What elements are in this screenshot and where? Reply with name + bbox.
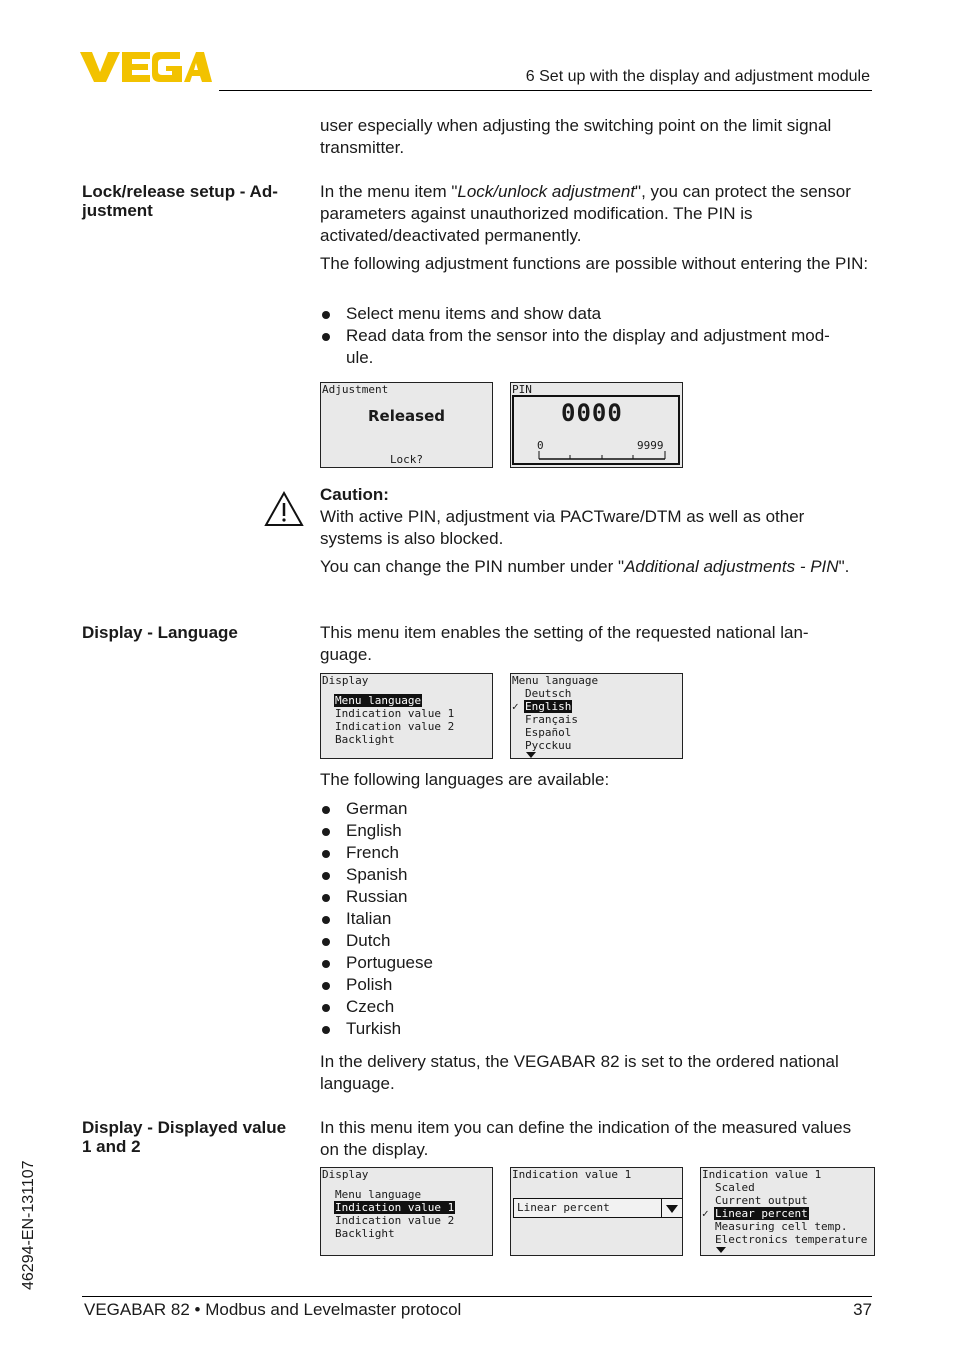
list-item: Turkish: [320, 1018, 870, 1040]
lcd-item: Scaled: [715, 1181, 755, 1194]
chevron-down-icon: [666, 1205, 678, 1213]
lcd-item: Backlight: [335, 1227, 395, 1240]
lcd-adjustment-screen: [320, 382, 493, 468]
lcd-item: Français: [525, 713, 578, 726]
lcd-title: Adjustment: [322, 383, 389, 396]
lock-bullets: [320, 303, 870, 369]
list-item: Italian: [320, 908, 870, 930]
displayed-value-heading: Display - Displayed value 1 and 2: [82, 1118, 287, 1156]
list-item: Polish: [320, 974, 870, 996]
delivery-paragraph: In the delivery status, the VEGABAR 82 is set to the ordered national language.: [320, 1052, 839, 1093]
lcd-pin-screen: [510, 382, 683, 468]
lcd-title: Display: [322, 1168, 369, 1181]
indication-selected-value: Linear percent: [517, 1201, 610, 1214]
check-icon: ✓: [702, 1207, 709, 1220]
lcd-item: Electronics temperature: [715, 1233, 868, 1246]
list-item: Spanish: [320, 864, 870, 886]
document-id: 46294-EN-131107: [20, 1160, 37, 1290]
lcd-item: Indication value 2: [335, 1214, 455, 1227]
scroll-down-icon: [716, 1247, 726, 1253]
indication-select: [513, 1198, 683, 1218]
lcd-item: Indication value 1: [335, 707, 455, 720]
list-item: Read data from the sensor into the display and adjustment mod- ule.: [320, 325, 870, 369]
footer-product: VEGABAR 82 • Modbus and Levelmaster protocol: [84, 1300, 462, 1319]
lcd-title: Indication value 1: [512, 1168, 632, 1181]
available-intro: The following languages are available:: [320, 770, 610, 789]
list-item: English: [320, 820, 870, 842]
language-list: [320, 798, 870, 1040]
lcd-title: Menu language: [512, 674, 599, 687]
page-number: 37: [853, 1300, 872, 1319]
lcd-item: Indication value 2: [335, 720, 455, 733]
language-heading: Display - Language: [82, 623, 238, 642]
list-item: Select menu items and show data: [320, 303, 870, 325]
footer-rule: [82, 1296, 872, 1297]
vega-logo: [80, 50, 212, 84]
pin-scale: [537, 451, 667, 463]
caution-block: Caution: With active PIN, adjustment via PACTware/DTM as well as other systems is also blocked.: [320, 485, 805, 548]
lcd-indication-list: [700, 1167, 875, 1256]
pin-max: 9999: [637, 439, 664, 452]
lcd-item: Measuring cell temp.: [715, 1220, 848, 1233]
list-item: Portuguese: [320, 952, 870, 974]
list-item: Dutch: [320, 930, 870, 952]
change-pin-paragraph: You can change the PIN number under "Additional adjustments - PIN".: [320, 557, 850, 576]
lcd-menu-language: [510, 673, 683, 759]
lcd-item: Current output: [715, 1194, 808, 1207]
list-item: Russian: [320, 886, 870, 908]
language-paragraph: This menu item enables the setting of the requested national lan- guage.: [320, 623, 809, 664]
lcd-item: Español: [525, 726, 572, 739]
lcd-item-selected: Linear percent: [715, 1207, 808, 1220]
check-icon: ✓: [512, 700, 519, 713]
warning-icon: [264, 490, 304, 528]
list-item: Czech: [320, 996, 870, 1018]
scroll-down-icon: [526, 752, 536, 758]
lcd-title: Indication value 1: [702, 1168, 822, 1181]
list-item: German: [320, 798, 870, 820]
displayed-value-paragraph: In this menu item you can define the indication of the measured values on the display.: [320, 1118, 852, 1159]
lcd-indication-value: [510, 1167, 683, 1256]
lcd-title: PIN: [512, 383, 532, 396]
lcd-item: Backlight: [335, 733, 395, 746]
lcd-display-menu: [320, 673, 493, 759]
lcd-item-selected: English: [525, 700, 572, 713]
lcd-item-selected: Menu language: [335, 694, 422, 707]
intro-paragraph: user especially when adjusting the switching point on the limit signal transmitter.: [320, 116, 832, 157]
lock-paragraph-2: The following adjustment functions are possible without entering the PIN:: [320, 254, 869, 273]
lcd-display-menu-2: [320, 1167, 493, 1256]
pin-min: 0: [537, 439, 544, 452]
lcd-footer: Lock?: [389, 453, 424, 466]
lock-paragraph: In the menu item "Lock/unlock adjustment", you can protect the sensor parameters against unauthorized modification. The PIN is activated/deactivated permanently.: [320, 182, 851, 245]
lcd-item: Deutsch: [525, 687, 572, 700]
section-header: 6 Set up with the display and adjustment module: [525, 68, 870, 85]
lcd-item-selected: Indication value 1: [335, 1201, 455, 1214]
header-rule: [219, 90, 872, 91]
lock-heading: Lock/release setup - Ad- justment: [82, 182, 278, 220]
list-item: French: [320, 842, 870, 864]
lcd-value: Released: [368, 407, 445, 425]
lcd-item: Menu language: [335, 1188, 422, 1201]
pin-digits: 0000: [561, 399, 623, 427]
lcd-item: Pycckuu: [525, 739, 572, 752]
lcd-title: Display: [322, 674, 369, 687]
